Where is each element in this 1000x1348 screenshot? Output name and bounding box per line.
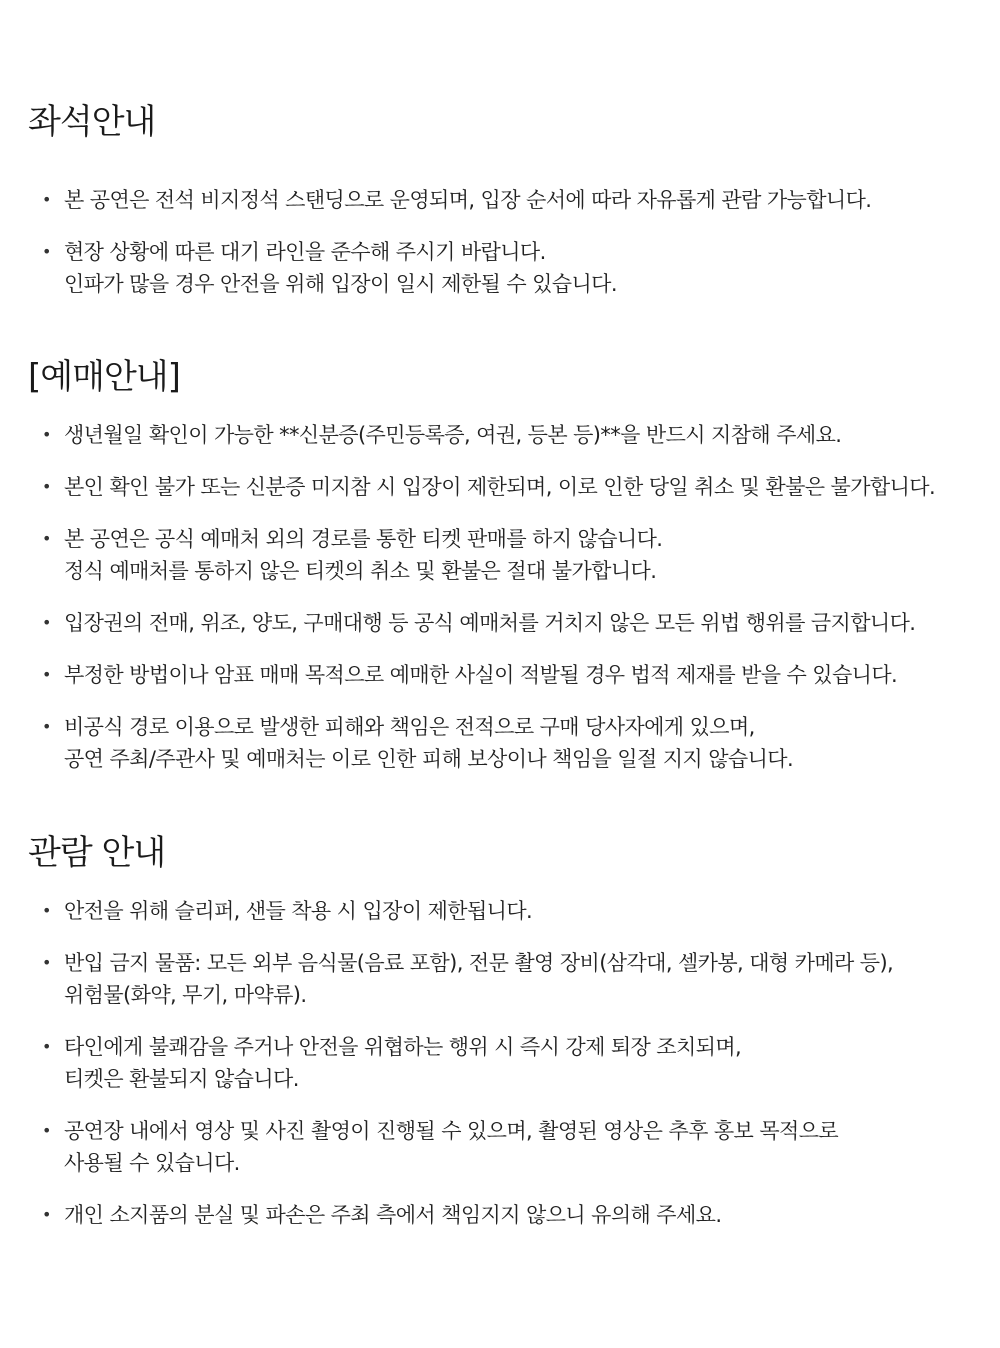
list-item-text: 정식 예매처를 통하지 않은 티켓의 취소 및 환불은 절대 불가합니다. (64, 559, 657, 583)
bullet-icon: • (42, 953, 51, 972)
list-item (28, 419, 980, 451)
list-item (28, 947, 980, 1011)
list-item-text: 위험물(화약, 무기, 마약류). (64, 983, 307, 1007)
list-item (28, 1031, 980, 1095)
list-item-text: 인파가 많을 경우 안전을 위해 입장이 일시 제한될 수 있습니다. (64, 272, 617, 296)
list-item (28, 184, 980, 216)
list-item (28, 471, 980, 503)
list-item (28, 659, 980, 691)
bullet-icon: • (42, 613, 51, 632)
list-item-text: 본 공연은 공식 예매처 외의 경로를 통한 티켓 판매를 하지 않습니다. (64, 527, 663, 551)
bullet-icon: • (42, 242, 51, 261)
list-item-text: 안전을 위해 슬리퍼, 샌들 착용 시 입장이 제한됩니다. (64, 899, 533, 923)
list-item (28, 607, 980, 639)
list-item-text: 본 공연은 전석 비지정석 스탠딩으로 운영되며, 입장 순서에 따라 자유롭게 관람 가능합니다. (64, 188, 872, 212)
bullet-icon: • (42, 477, 51, 496)
list-item-text: 티켓은 환불되지 않습니다. (64, 1067, 299, 1091)
ticket-info-title: [예매안내] (28, 357, 180, 397)
list-item-text: 반입 금지 물품: 모든 외부 음식물(음료 포함), 전문 촬영 장비(삼각대, 셀카봉, 대형 카메라 등), (64, 951, 894, 975)
bullet-icon: • (42, 190, 51, 209)
list-item-text: 타인에게 불쾌감을 주거나 안전을 위협하는 행위 시 즉시 강제 퇴장 조치되며, (64, 1035, 742, 1059)
list-item (28, 236, 980, 300)
list-item-text: 부정한 방법이나 암표 매매 목적으로 예매한 사실이 적발될 경우 법적 제재를 받을 수 있습니다. (64, 663, 898, 687)
list-item-text: 공연장 내에서 영상 및 사진 촬영이 진행될 수 있으며, 촬영된 영상은 추후 홍보 목적으로 (64, 1119, 839, 1143)
list-item (28, 1199, 980, 1231)
list-item-text: 생년월일 확인이 가능한 **신분증(주민등록증, 여권, 등본 등)**을 반드시 지참해 주세요. (64, 423, 842, 447)
bullet-icon: • (42, 1121, 51, 1140)
bullet-icon: • (42, 665, 51, 684)
viewing-info-list (28, 895, 980, 1231)
list-item (28, 711, 980, 775)
bullet-icon: • (42, 1037, 51, 1056)
bullet-icon: • (42, 529, 51, 548)
list-item-text: 비공식 경로 이용으로 발생한 피해와 책임은 전적으로 구매 당사자에게 있으며, (64, 715, 755, 739)
list-item (28, 523, 980, 587)
bullet-icon: • (42, 901, 51, 920)
bullet-icon: • (42, 717, 51, 736)
list-item-text: 현장 상황에 따른 대기 라인을 준수해 주시기 바랍니다. (64, 240, 546, 264)
bullet-icon: • (42, 425, 51, 444)
seat-info-list (28, 184, 980, 300)
list-item-text: 개인 소지품의 분실 및 파손은 주최 측에서 책임지지 않으니 유의해 주세요. (64, 1203, 722, 1227)
viewing-info-section (28, 831, 980, 1251)
list-item (28, 895, 980, 927)
viewing-info-title: 관람 안내 (28, 833, 166, 873)
list-item-text: 본인 확인 불가 또는 신분증 미지참 시 입장이 제한되며, 이로 인한 당일 취소 및 환불은 불가합니다. (64, 475, 936, 499)
bullet-icon: • (42, 1205, 51, 1224)
list-item-text: 입장권의 전매, 위조, 양도, 구매대행 등 공식 예매처를 거치지 않은 모든 위법 행위를 금지합니다. (64, 611, 916, 635)
ticket-info-list (28, 419, 980, 775)
list-item-text: 공연 주최/주관사 및 예매처는 이로 인한 피해 보상이나 책임을 일절 지지 않습니다. (64, 747, 794, 771)
list-item-text: 사용될 수 있습니다. (64, 1151, 240, 1175)
ticket-info-section (28, 355, 980, 795)
seat-info-title: 좌석안내 (28, 102, 156, 142)
list-item (28, 1115, 980, 1179)
seat-info-section (28, 100, 980, 320)
